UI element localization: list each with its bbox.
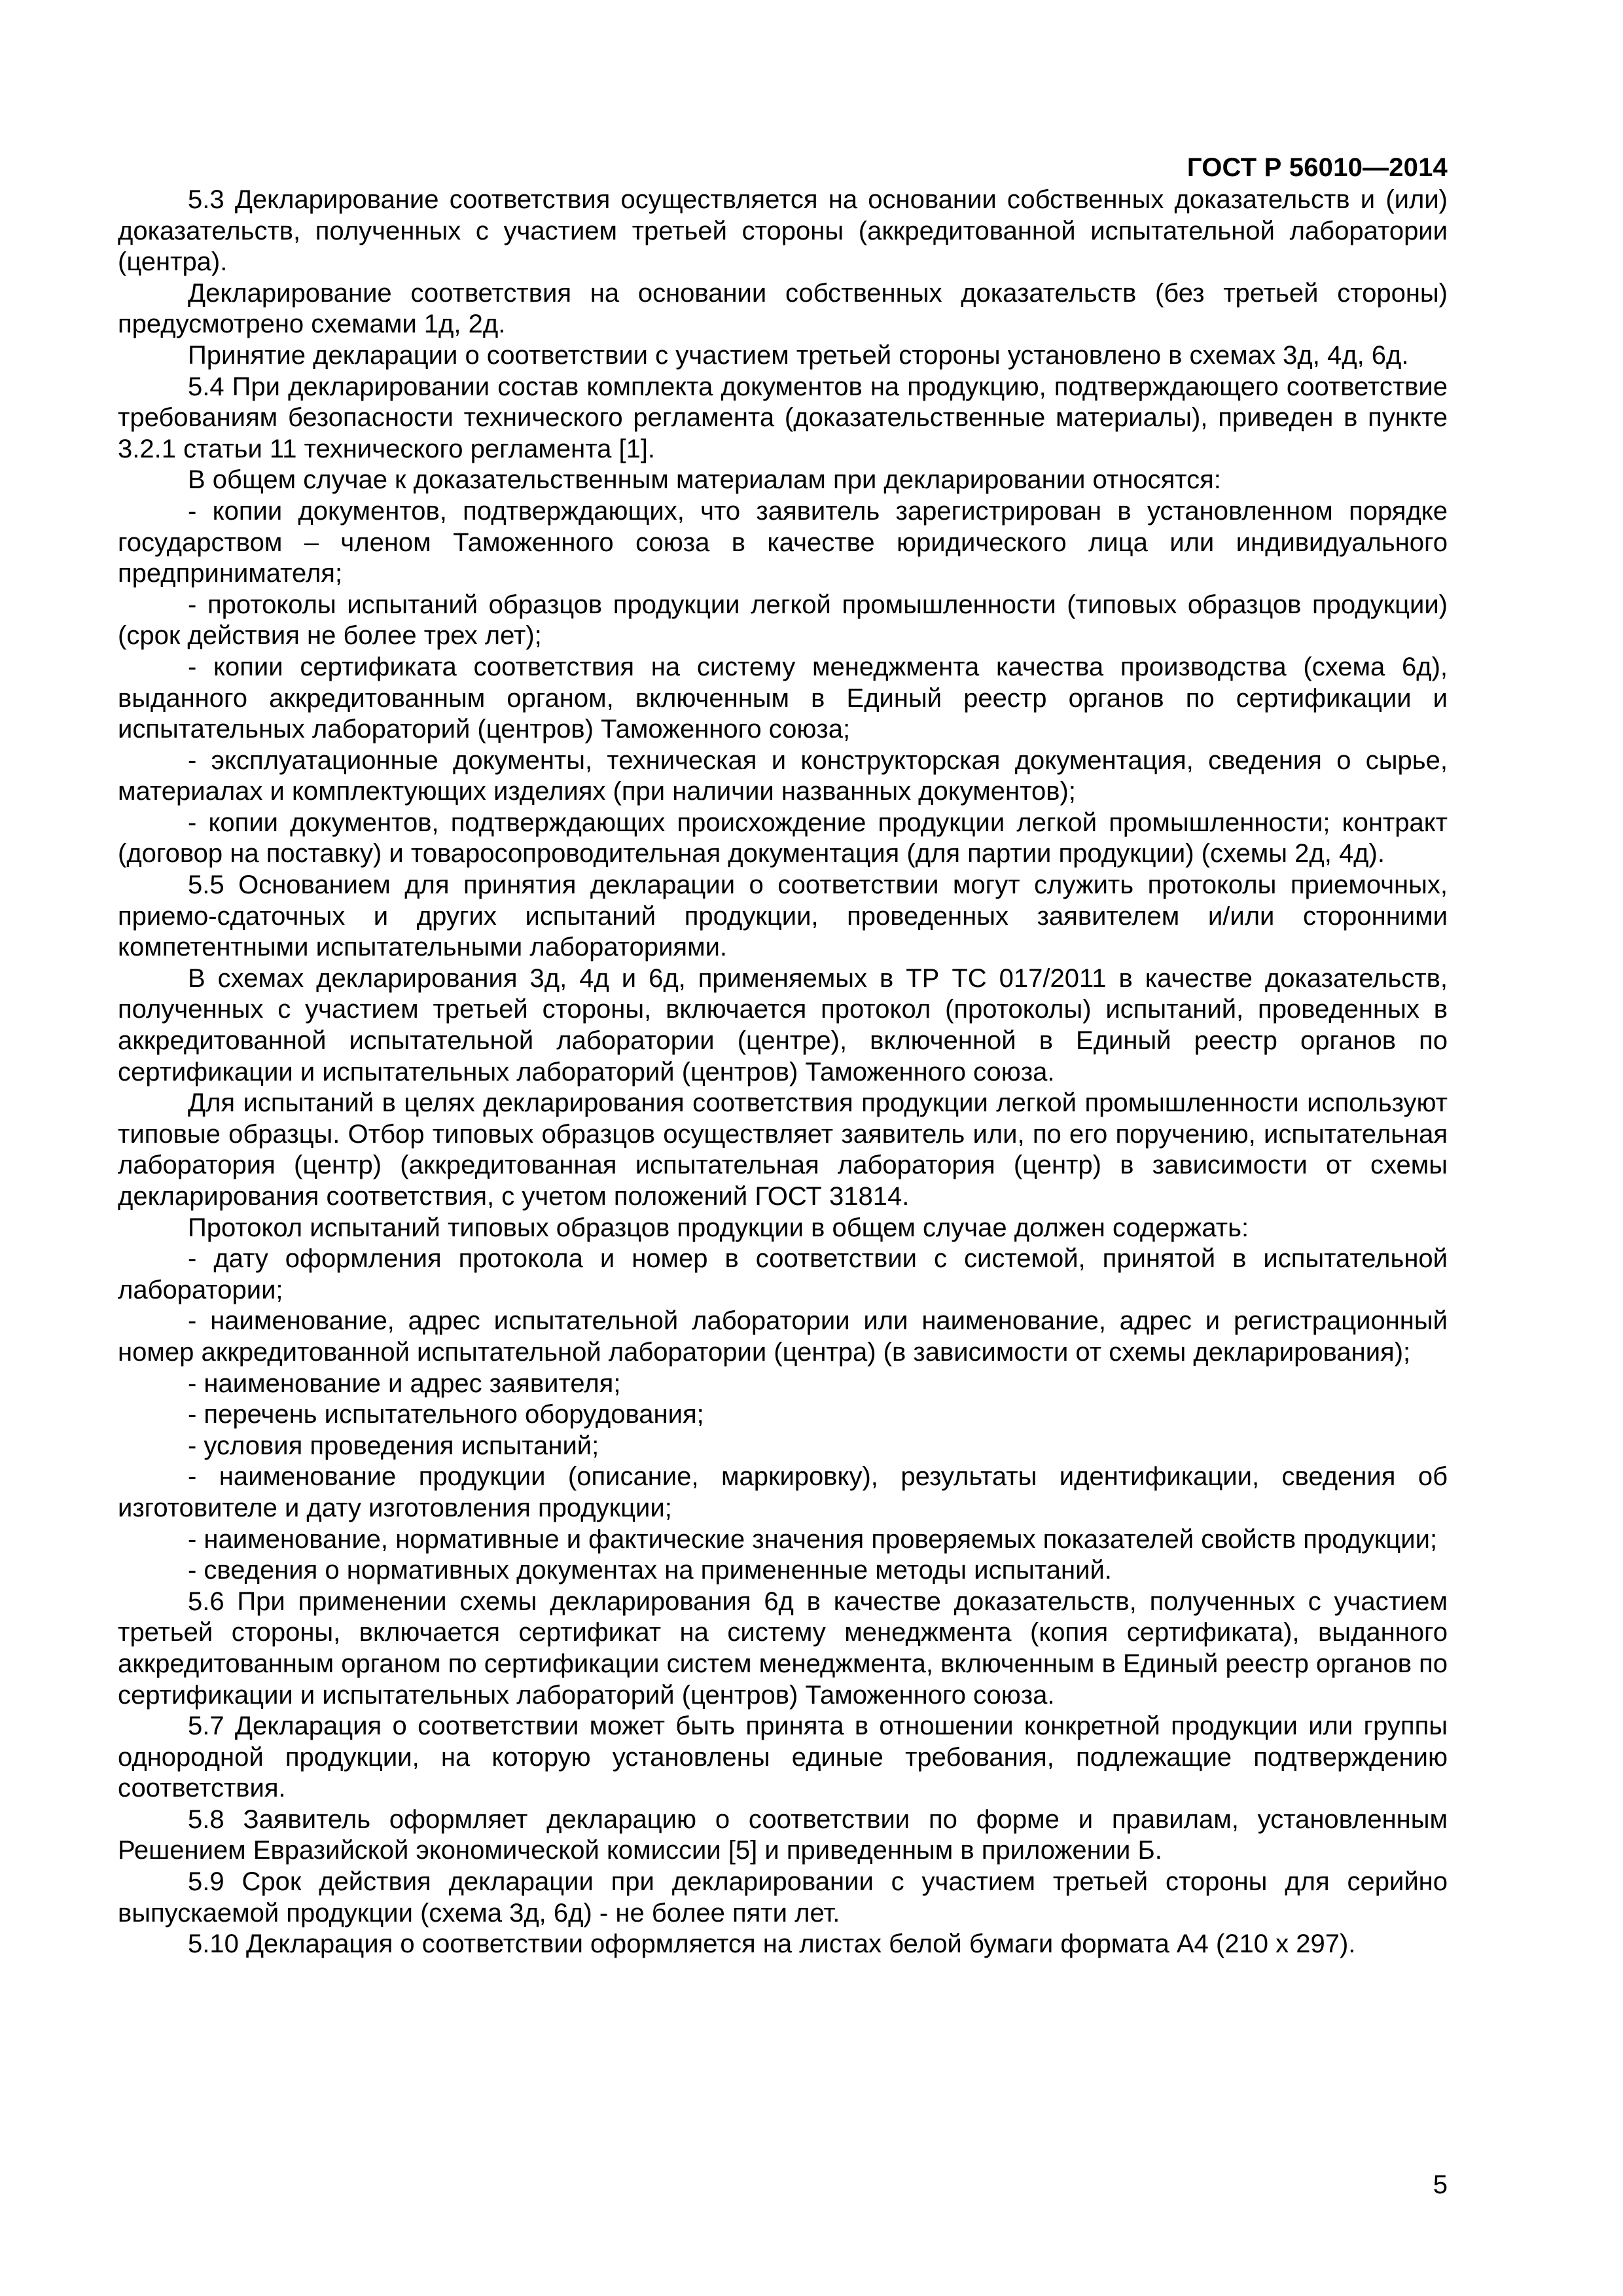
- paragraph: 5.5 Основанием для принятия декларации о соответствии могут служить протоколы приемочных, приемо-сдаточных и других испытаний продукции, проведенных заявителем и/или сторонними компетентными испытательными лабораториями.: [118, 870, 1448, 962]
- list-item: - копии документов, подтверждающих происхождение продукции легкой промышленности; контракт (договор на поставку) и товаросопроводительная документация (для партии продукции) (схемы 2д, 4д).: [118, 808, 1448, 869]
- paragraph: Принятие декларации о соответствии с участием третьей стороны установлено в схемах 3д, 4д, 6д.: [188, 340, 1409, 370]
- paragraph: 5.7 Декларация о соответствии может быть принята в отношении конкретной продукции или группы однородной продукции, на которую установлены единые требования, подлежащие подтверждению соответствия.: [118, 1712, 1448, 1803]
- paragraph: Декларирование соответствия на основании собственных доказательств (без третьей стороны) предусмотрено схемами 1д, 2д.: [118, 278, 1448, 339]
- list-item: - копии сертификата соответствия на систему менеджмента качества производства (схема 6д), выданного аккредитованным органом, включенным в Единый реестр органов по сертификации и испытательных лабораторий (центров) Таможенного союза;: [118, 652, 1448, 744]
- list-item: - сведения о нормативных документах на примененные методы испытаний.: [188, 1556, 1112, 1585]
- paragraph: 5.9 Срок действия декларации при декларировании с участием третьей стороны для серийно выпускаемой продукции (схема 3д, 6д) - не более пяти лет.: [118, 1867, 1448, 1928]
- list-item: - наименование продукции (описание, маркировку), результаты идентификации, сведения об изготовителе и дату изготовления продукции;: [118, 1462, 1448, 1522]
- paragraph: 5.10 Декларация о соответствии оформляется на листах белой бумаги формата А4 (210 x 297).: [188, 1929, 1356, 1959]
- document-body: [118, 185, 1448, 1960]
- list-item: - наименование и адрес заявителя;: [188, 1369, 621, 1398]
- document-code-header: ГОСТ Р 56010—2014: [1186, 153, 1448, 182]
- list-item: - протоколы испытаний образцов продукции легкой промышленности (типовых образцов продукции) (срок действия не более трех лет);: [118, 590, 1448, 651]
- list-item: - наименование, адрес испытательной лаборатории или наименование, адрес и регистрационный номер аккредитованной испытательной лаборатории (центра) (в зависимости от схемы декларирования);: [118, 1306, 1448, 1367]
- list-item: - наименование, нормативные и фактические значения проверяемых показателей свойств продукции;: [188, 1524, 1438, 1554]
- paragraph: Протокол испытаний типовых образцов продукции в общем случае должен содержать:: [188, 1213, 1249, 1242]
- list-item: - перечень испытательного оборудования;: [188, 1400, 704, 1429]
- paragraph: Для испытаний в целях декларирования соответствия продукции легкой промышленности используют типовые образцы. Отбор типовых образцов осуществляет заявитель или, по его поручению, испытательная лаборатория (центр) (аккредитованная испытательная лаборатория (центр) в зависимости от схемы декларирования соответствия, с учетом положений ГОСТ 31814.: [118, 1088, 1448, 1211]
- list-item: - эксплуатационные документы, техническая и конструкторская документация, сведения о сырье, материалах и комплектующих изделиях (при наличии названных документов);: [118, 745, 1448, 806]
- paragraph: 5.3 Декларирование соответствия осуществляется на основании собственных доказательств и (или) доказательств, полученных с участием третьей стороны (аккредитованной испытательной лаборатории (центра).: [118, 185, 1448, 277]
- paragraph: В общем случае к доказательственным материалам при декларировании относятся:: [188, 465, 1221, 495]
- paragraph: 5.4 При декларировании состав комплекта документов на продукцию, подтверждающего соответствие требованиям безопасности технического регламента (доказательственные материалы), приведен в пункте 3.2.1 статьи 11 технического регламента [1].: [118, 372, 1448, 463]
- list-item: - условия проведения испытаний;: [188, 1431, 599, 1460]
- paragraph: 5.6 При применении схемы декларирования 6д в качестве доказательств, полученных с участием третьей стороны, включается сертификат на систему менеджмента (копия сертификата), выданного аккредитованным органом по сертификации систем менеджмента, включенным в Единый реестр органов по сертификации и испытательных лабораторий (центров) Таможенного союза.: [118, 1587, 1448, 1710]
- page-number: 5: [1433, 2170, 1448, 2199]
- list-item: - копии документов, подтверждающих, что заявитель зарегистрирован в установленном порядке государством – членом Таможенного союза в качестве юридического лица или индивидуального предпринимателя;: [118, 496, 1448, 588]
- paragraph: 5.8 Заявитель оформляет декларацию о соответствии по форме и правилам, установленным Решением Евразийской экономической комиссии [5] и приведенным в приложении Б.: [118, 1804, 1448, 1865]
- paragraph: В схемах декларирования 3д, 4д и 6д, применяемых в ТР ТС 017/2011 в качестве доказательств, полученных с участием третьей стороны, включается протокол (протоколы) испытаний, проведенных в аккредитованной испытательной лаборатории (центре), включенной в Единый реестр органов по сертификации и испытательных лабораторий (центров) Таможенного союза.: [118, 963, 1448, 1086]
- list-item: - дату оформления протокола и номер в соответствии с системой, принятой в испытательной лаборатории;: [118, 1244, 1448, 1304]
